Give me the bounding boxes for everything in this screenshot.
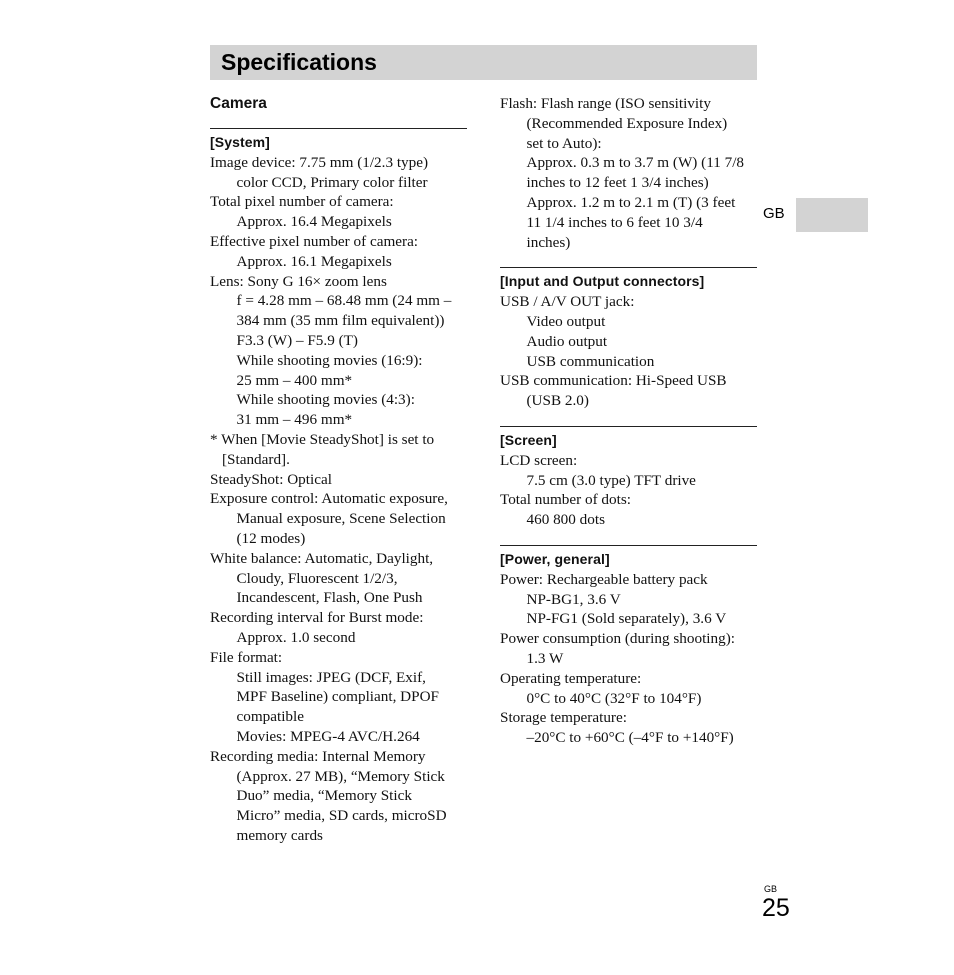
- spec-line: (Approx. 27 MB), “Memory Stick: [236, 767, 445, 785]
- spec-line: 25 mm – 400 mm*: [236, 371, 353, 389]
- spec-line: Effective pixel number of camera:: [210, 232, 419, 250]
- spec-line: 11 1/4 inches to 6 feet 10 3/4: [526, 213, 703, 231]
- spec-line: NP-FG1 (Sold separately), 3.6 V: [526, 610, 727, 628]
- section-title: [Screen]: [500, 431, 557, 448]
- spec-line: Movies: MPEG-4 AVC/H.264: [236, 727, 420, 745]
- spec-line: inches to 12 feet 1 3/4 inches): [526, 174, 709, 192]
- spec-section: [500, 426, 757, 530]
- spec-section: [210, 128, 467, 846]
- spec-line: Recording media: Internal Memory: [210, 747, 426, 765]
- spec-line: * When [Movie SteadyShot] is set to: [210, 430, 435, 448]
- spec-line: 460 800 dots: [526, 511, 605, 529]
- left-sections: [210, 128, 467, 846]
- spec-line: [Standard].: [222, 450, 290, 468]
- spec-line: Flash: Flash range (ISO sensitivity: [500, 95, 711, 112]
- spec-line: Image device: 7.75 mm (1/2.3 type): [210, 153, 429, 171]
- spec-line: 0°C to 40°C (32°F to 104°F): [526, 689, 702, 707]
- language-tab: [796, 198, 868, 232]
- spec-line: Recording interval for Burst mode:: [210, 609, 424, 627]
- spec-line: Video output: [526, 312, 606, 330]
- spec-line: Operating temperature:: [500, 669, 642, 687]
- spec-line: compatible: [236, 708, 304, 726]
- right-column: [500, 94, 757, 763]
- page-title: Specifications: [221, 49, 377, 75]
- spec-line: File format:: [210, 648, 283, 666]
- spec-line: Power: Rechargeable battery pack: [500, 570, 708, 588]
- spec-line: F3.3 (W) – F5.9 (T): [236, 331, 358, 349]
- spec-line: Storage temperature:: [500, 709, 627, 727]
- spec-line: Approx. 16.4 Megapixels: [236, 213, 392, 231]
- spec-line: set to Auto):: [526, 134, 602, 152]
- spec-line: MPF Baseline) compliant, DPOF: [236, 688, 440, 706]
- spec-line: LCD screen:: [500, 451, 578, 469]
- title-bar: [210, 45, 757, 80]
- spec-line: While shooting movies (16:9):: [236, 351, 423, 369]
- spec-line: Approx. 16.1 Megapixels: [236, 252, 392, 270]
- spec-line: Micro” media, SD cards, microSD: [236, 807, 447, 825]
- spec-section: [500, 545, 757, 748]
- spec-line: (USB 2.0): [526, 392, 589, 410]
- section-title: [Input and Output connectors]: [500, 273, 705, 290]
- spec-line: White balance: Automatic, Daylight,: [210, 549, 434, 567]
- left-column: [210, 93, 467, 861]
- spec-line: Duo” media, “Memory Stick: [236, 787, 412, 805]
- spec-line: (Recommended Exposure Index): [526, 114, 728, 132]
- spec-line: (12 modes): [236, 529, 306, 547]
- spec-line: SteadyShot: Optical: [210, 470, 332, 488]
- spec-line: Total pixel number of camera:: [210, 193, 394, 211]
- spec-line: f = 4.28 mm – 68.48 mm (24 mm –: [236, 292, 452, 310]
- language-tab-label: GB: [763, 205, 785, 222]
- spec-line: Cloudy, Fluorescent 1/2/3,: [236, 569, 398, 587]
- spec-line: Manual exposure, Scene Selection: [236, 510, 446, 528]
- spec-line: –20°C to +60°C (–4°F to +140°F): [526, 729, 734, 747]
- spec-line: Total number of dots:: [500, 491, 631, 509]
- spec-line: Audio output: [526, 332, 608, 350]
- spec-line: inches): [526, 233, 571, 251]
- spec-line: Exposure control: Automatic exposure,: [210, 490, 448, 508]
- camera-heading: Camera: [210, 95, 267, 112]
- spec-line: USB / A/V OUT jack:: [500, 293, 635, 311]
- spec-line: 1.3 W: [526, 649, 564, 667]
- right-sections: [500, 267, 757, 748]
- spec-line: color CCD, Primary color filter: [236, 173, 428, 191]
- spec-line: Approx. 1.2 m to 2.1 m (T) (3 feet: [526, 193, 736, 211]
- section-title: [System]: [210, 134, 270, 150]
- spec-line: USB communication: Hi-Speed USB: [500, 372, 727, 390]
- spec-line: Approx. 0.3 m to 3.7 m (W) (11 7/8: [526, 154, 745, 172]
- spec-section: [500, 267, 757, 411]
- spec-line: While shooting movies (4:3):: [236, 391, 415, 409]
- spec-line: memory cards: [236, 826, 323, 844]
- spec-line: Approx. 1.0 second: [236, 628, 356, 646]
- section-title: [Power, general]: [500, 550, 610, 567]
- spec-line: 7.5 cm (3.0 type) TFT drive: [526, 471, 696, 489]
- spec-line: 384 mm (35 mm film equivalent)): [236, 312, 445, 330]
- spec-line: USB communication: [526, 352, 655, 370]
- spec-line: 31 mm – 496 mm*: [236, 411, 353, 429]
- page-number: 25: [762, 894, 790, 922]
- spec-line: Incandescent, Flash, One Push: [236, 589, 423, 607]
- spec-line: NP-BG1, 3.6 V: [526, 590, 621, 608]
- page-region-label: GB: [764, 884, 778, 894]
- spec-line: Power consumption (during shooting):: [500, 630, 735, 648]
- spec-line: Still images: JPEG (DCF, Exif,: [236, 668, 426, 686]
- flash-spec-block: [500, 94, 757, 252]
- spec-line: Lens: Sony G 16× zoom lens: [210, 272, 387, 290]
